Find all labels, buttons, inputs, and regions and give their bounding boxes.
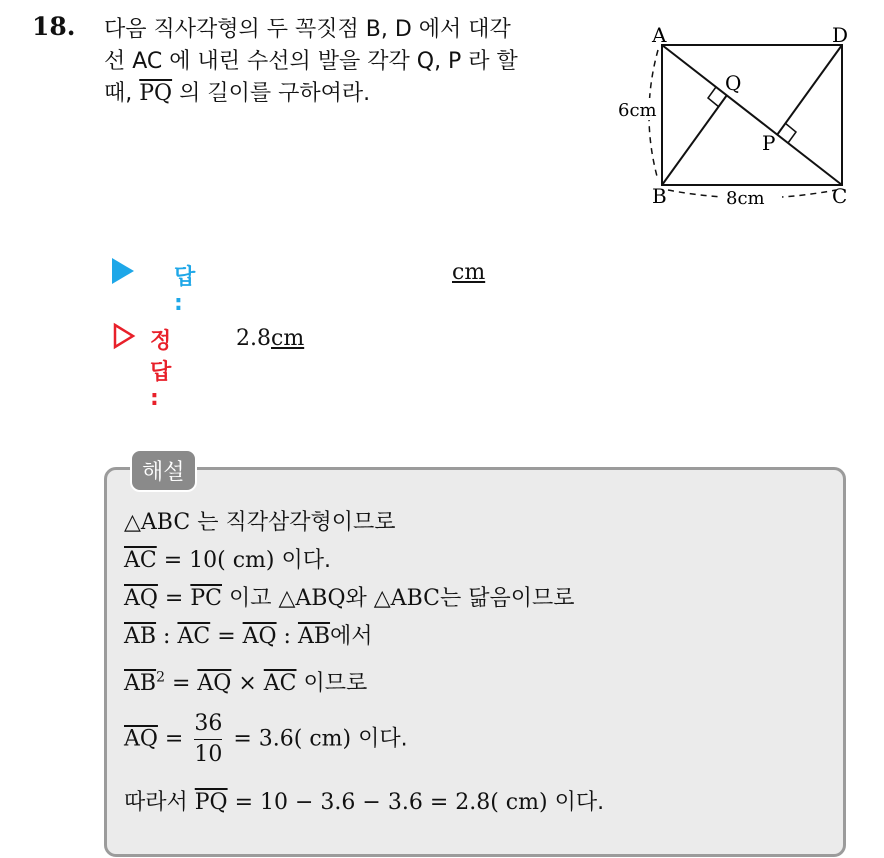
question-line-1: 다음 직사각형의 두 꼭짓점 B, D 에서 대각 [104,17,511,42]
equals: = [164,671,198,696]
question-line-2: 선 AC 에 내린 수선의 발을 각각 Q, P 라 할 [104,49,518,74]
segment-aq: $\overline{AQ}$ [124,586,158,611]
answer-row [112,258,486,316]
colon: : [156,624,178,649]
correct-number: 2.8 [236,326,271,351]
segment-ab: $\overline{AB}$ [124,671,157,696]
solution-line-4 [124,619,373,650]
right-angle-p [785,123,796,143]
side-ab-length: 6cm [618,100,657,121]
correct-unit: cm [271,326,305,351]
solution-line-2 [124,543,331,574]
vertex-b: B [652,184,667,208]
side-bc-length: 8cm [726,188,765,209]
text: 따라서 [124,790,195,815]
segment-pc: $\overline{PC}$ [190,586,222,611]
solution-line-3 [124,581,575,612]
segment-pq: $\overline{PQ}$ [139,81,173,106]
right-angle-q [708,87,719,107]
equals: = [157,726,191,752]
text: 이다. [281,548,331,573]
play-icon [112,258,134,284]
answer-unit: cm [452,260,486,285]
segment-ab: $\overline{AB}$ [124,624,157,649]
question-line-3 [104,78,604,110]
point-q: Q [725,71,742,95]
perpendicular-dp [777,45,842,135]
triangle-abc: △ABC [124,510,191,535]
text: 이므로 [296,671,368,696]
text: 에서 [330,624,373,649]
text: 이다. [554,790,605,815]
line3-prefix: 때, [104,81,140,106]
text: 는 닮음이므로 [439,586,575,611]
segment-ac: $\overline{AC}$ [263,671,297,696]
correct-answer-row [112,322,305,411]
times: × [231,671,264,696]
segment-ac: $\overline{AC}$ [124,548,157,573]
text: 이고 [222,586,279,611]
colon: : [276,624,298,649]
rectangle-figure [610,20,860,210]
segment-aq: $\overline{AQ}$ [124,726,158,752]
diagonal-ac [662,45,842,185]
segment-aq: $\overline{AQ}$ [197,671,232,696]
segment-ab: $\overline{AB}$ [297,624,331,649]
segment-ac: $\overline{AC}$ [177,624,211,649]
equals: = [157,586,191,611]
triangle-abq: △ABQ [278,586,346,611]
point-p: P [762,131,776,155]
question-text [104,14,604,110]
denominator: 10 [194,742,223,767]
text: = 3.6( cm) [226,726,359,752]
question-number: 18. [32,12,76,41]
vertex-d: D [832,23,849,47]
perpendicular-bq [662,95,727,185]
correct-value [236,326,304,351]
text: 이다. [358,726,408,752]
text: 는 직각삼각형이므로 [190,510,396,535]
line3-suffix: 의 길이를 구하여라. [172,81,371,106]
segment-aq: $\overline{AQ}$ [242,624,277,649]
correct-label: 정답 : [150,329,172,411]
text: = 10( cm) [156,548,282,573]
numerator: 36 [194,709,222,740]
solution-line-5 [124,666,367,697]
solution-line-7 [124,785,604,816]
fraction [194,709,222,770]
text: = 10 − 3.6 − 3.6 = 2.8( cm) [227,790,555,815]
triangle-abc: △ABC [373,586,440,611]
text: 와 [345,586,374,611]
answer-label: 답 : [174,265,196,316]
solution-line-1 [124,505,395,536]
exponent: 2 [156,669,165,686]
equals: = [210,624,243,649]
solution-tab: 해설 [130,449,197,492]
outline-triangle-icon [112,322,136,350]
vertex-a: A [652,23,667,47]
segment-pq: $\overline{PQ}$ [194,790,228,815]
solution-line-6 [124,709,408,770]
vertex-c: C [832,184,848,208]
